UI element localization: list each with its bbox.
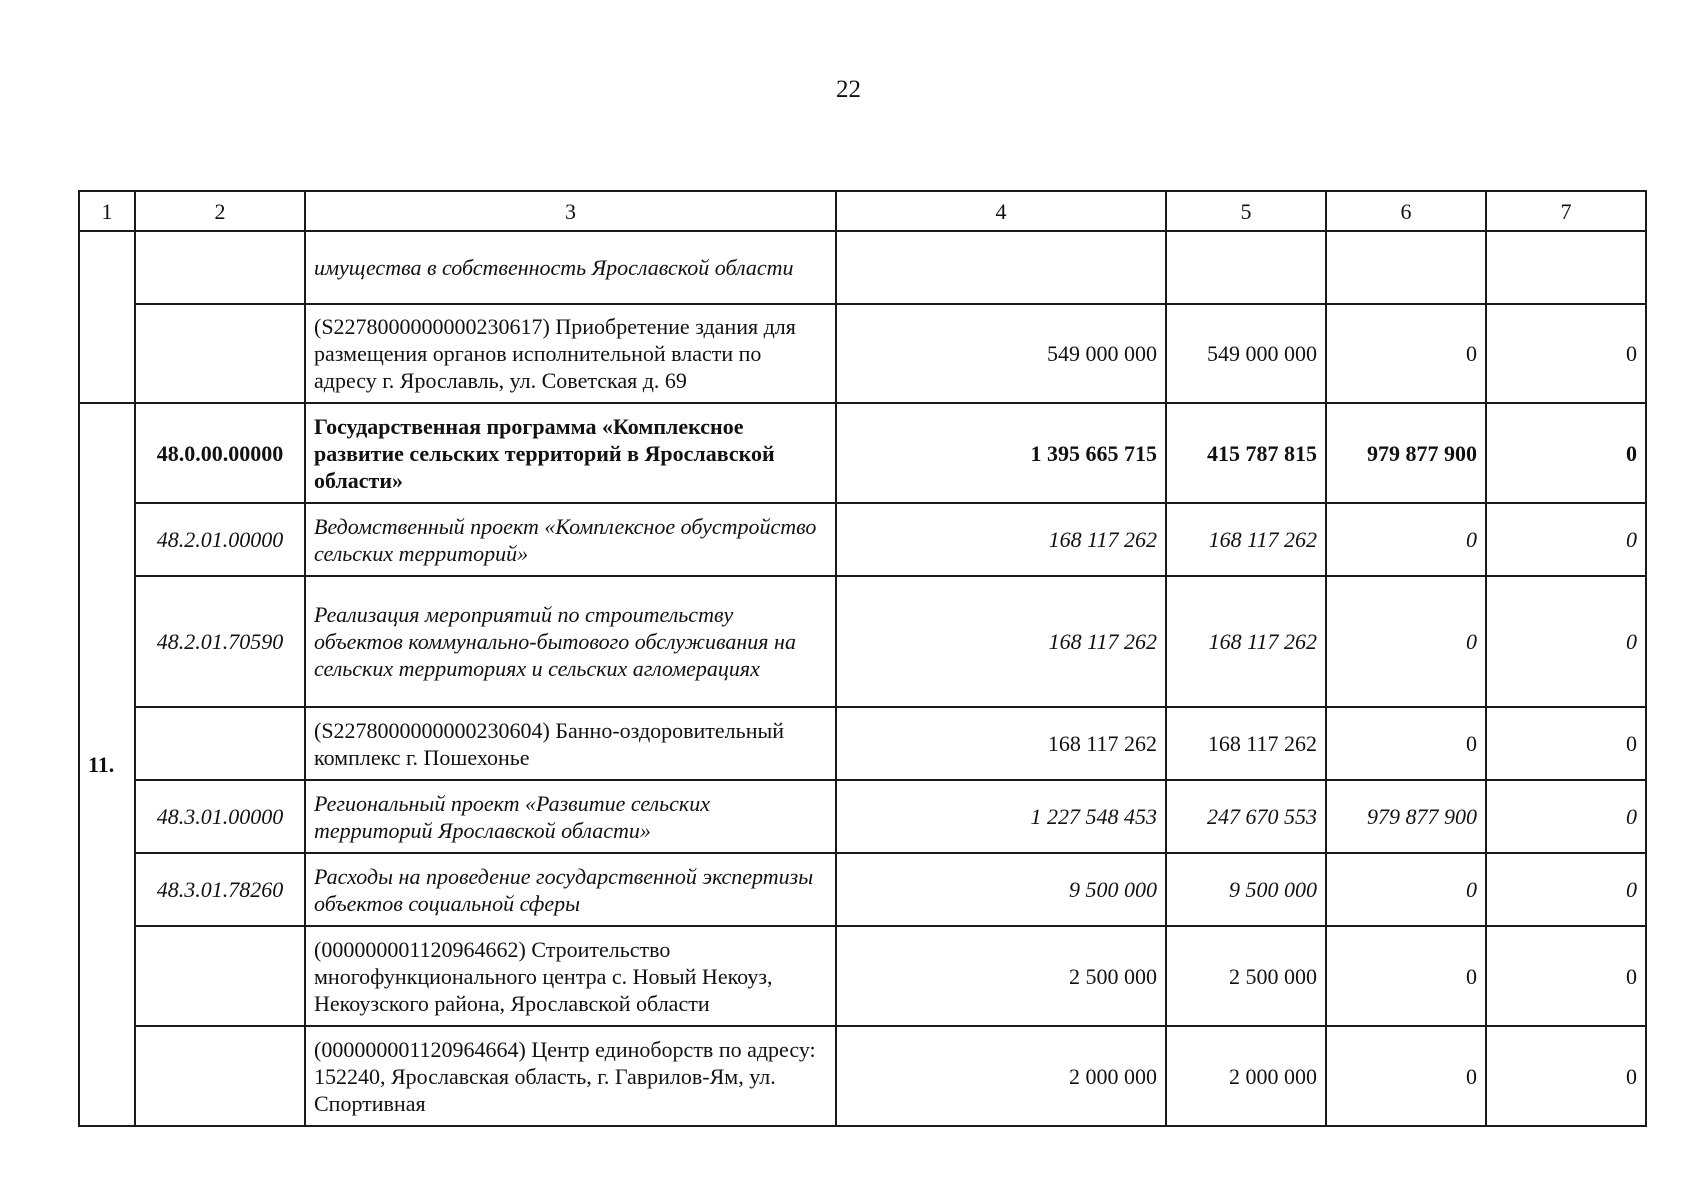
col4-cell: 1 395 665 715 bbox=[836, 403, 1166, 503]
col7-cell: 0 bbox=[1486, 403, 1646, 503]
code-cell bbox=[135, 231, 305, 304]
table-row bbox=[79, 853, 1646, 926]
col4-cell: 549 000 000 bbox=[836, 304, 1166, 403]
code-cell: 48.2.01.00000 bbox=[135, 503, 305, 576]
col7-cell: 0 bbox=[1486, 707, 1646, 780]
col7-cell: 0 bbox=[1486, 576, 1646, 707]
header-col-2: 2 bbox=[135, 191, 305, 231]
col5-cell: 9 500 000 bbox=[1166, 853, 1326, 926]
description-cell: (000000001120964664) Центр единоборств по адресу: 152240, Ярославская область, г. Гаврилов-Ям, ул. Спортивная bbox=[305, 1026, 836, 1126]
code-cell bbox=[135, 304, 305, 403]
col6-cell: 0 bbox=[1326, 503, 1486, 576]
col6-cell: 979 877 900 bbox=[1326, 403, 1486, 503]
table-row bbox=[79, 1026, 1646, 1126]
col5-cell: 168 117 262 bbox=[1166, 576, 1326, 707]
table-row bbox=[79, 576, 1646, 707]
description-cell: Реализация мероприятий по строительству объектов коммунально-бытового обслуживания на сельских территориях и сельских агломерациях bbox=[305, 576, 836, 707]
col7-cell: 0 bbox=[1486, 853, 1646, 926]
col5-cell: 168 117 262 bbox=[1166, 503, 1326, 576]
col4-cell: 168 117 262 bbox=[836, 707, 1166, 780]
section-number-cell: 11. bbox=[79, 403, 135, 1126]
table-row bbox=[79, 707, 1646, 780]
budget-table bbox=[78, 190, 1647, 1127]
col7-cell: 0 bbox=[1486, 304, 1646, 403]
code-cell bbox=[135, 1026, 305, 1126]
description-cell: (S2278000000000230617) Приобретение здания для размещения органов исполнительной власти по адресу г. Ярославль, ул. Советская д. 69 bbox=[305, 304, 836, 403]
col4-cell: 168 117 262 bbox=[836, 503, 1166, 576]
empty-index-cell bbox=[79, 231, 135, 403]
header-row bbox=[79, 191, 1646, 231]
col7-cell: 0 bbox=[1486, 780, 1646, 853]
col7-cell: 0 bbox=[1486, 503, 1646, 576]
code-cell: 48.0.00.00000 bbox=[135, 403, 305, 503]
col5-cell: 168 117 262 bbox=[1166, 707, 1326, 780]
col7-cell: 0 bbox=[1486, 1026, 1646, 1126]
description-cell: Региональный проект «Развитие сельских территорий Ярославской области» bbox=[305, 780, 836, 853]
table-row bbox=[79, 403, 1646, 503]
table-row bbox=[79, 926, 1646, 1026]
col4-cell bbox=[836, 231, 1166, 304]
col5-cell: 2 000 000 bbox=[1166, 1026, 1326, 1126]
col6-cell: 0 bbox=[1326, 926, 1486, 1026]
code-cell bbox=[135, 926, 305, 1026]
header-col-3: 3 bbox=[305, 191, 836, 231]
header-col-7: 7 bbox=[1486, 191, 1646, 231]
col4-cell: 2 500 000 bbox=[836, 926, 1166, 1026]
code-cell: 48.3.01.00000 bbox=[135, 780, 305, 853]
description-cell: имущества в собственность Ярославской области bbox=[305, 231, 836, 304]
header-col-6: 6 bbox=[1326, 191, 1486, 231]
col4-cell: 168 117 262 bbox=[836, 576, 1166, 707]
col6-cell: 0 bbox=[1326, 304, 1486, 403]
table-row bbox=[79, 503, 1646, 576]
col5-cell: 549 000 000 bbox=[1166, 304, 1326, 403]
description-cell: Государственная программа «Комплексное развитие сельских территорий в Ярославской области» bbox=[305, 403, 836, 503]
page-number: 22 bbox=[836, 76, 861, 103]
header-col-4: 4 bbox=[836, 191, 1166, 231]
col5-cell: 415 787 815 bbox=[1166, 403, 1326, 503]
code-cell: 48.3.01.78260 bbox=[135, 853, 305, 926]
table-row bbox=[79, 231, 1646, 304]
col5-cell: 247 670 553 bbox=[1166, 780, 1326, 853]
col6-cell: 979 877 900 bbox=[1326, 780, 1486, 853]
col4-cell: 2 000 000 bbox=[836, 1026, 1166, 1126]
code-cell: 48.2.01.70590 bbox=[135, 576, 305, 707]
col6-cell: 0 bbox=[1326, 853, 1486, 926]
table-row bbox=[79, 780, 1646, 853]
header-col-5: 5 bbox=[1166, 191, 1326, 231]
col7-cell bbox=[1486, 231, 1646, 304]
col6-cell bbox=[1326, 231, 1486, 304]
col6-cell: 0 bbox=[1326, 1026, 1486, 1126]
description-cell: Расходы на проведение государственной экспертизы объектов социальной сферы bbox=[305, 853, 836, 926]
col4-cell: 1 227 548 453 bbox=[836, 780, 1166, 853]
description-cell: (S2278000000000230604) Банно-оздоровительный комплекс г. Пошехонье bbox=[305, 707, 836, 780]
code-cell bbox=[135, 707, 305, 780]
col7-cell: 0 bbox=[1486, 926, 1646, 1026]
header-col-1: 1 bbox=[79, 191, 135, 231]
col6-cell: 0 bbox=[1326, 576, 1486, 707]
col4-cell: 9 500 000 bbox=[836, 853, 1166, 926]
description-cell: Ведомственный проект «Комплексное обустройство сельских территорий» bbox=[305, 503, 836, 576]
description-cell: (000000001120964662) Строительство многофункционального центра с. Новый Некоуз, Некоузского района, Ярославской области bbox=[305, 926, 836, 1026]
table-row bbox=[79, 304, 1646, 403]
col6-cell: 0 bbox=[1326, 707, 1486, 780]
col5-cell: 2 500 000 bbox=[1166, 926, 1326, 1026]
col5-cell bbox=[1166, 231, 1326, 304]
